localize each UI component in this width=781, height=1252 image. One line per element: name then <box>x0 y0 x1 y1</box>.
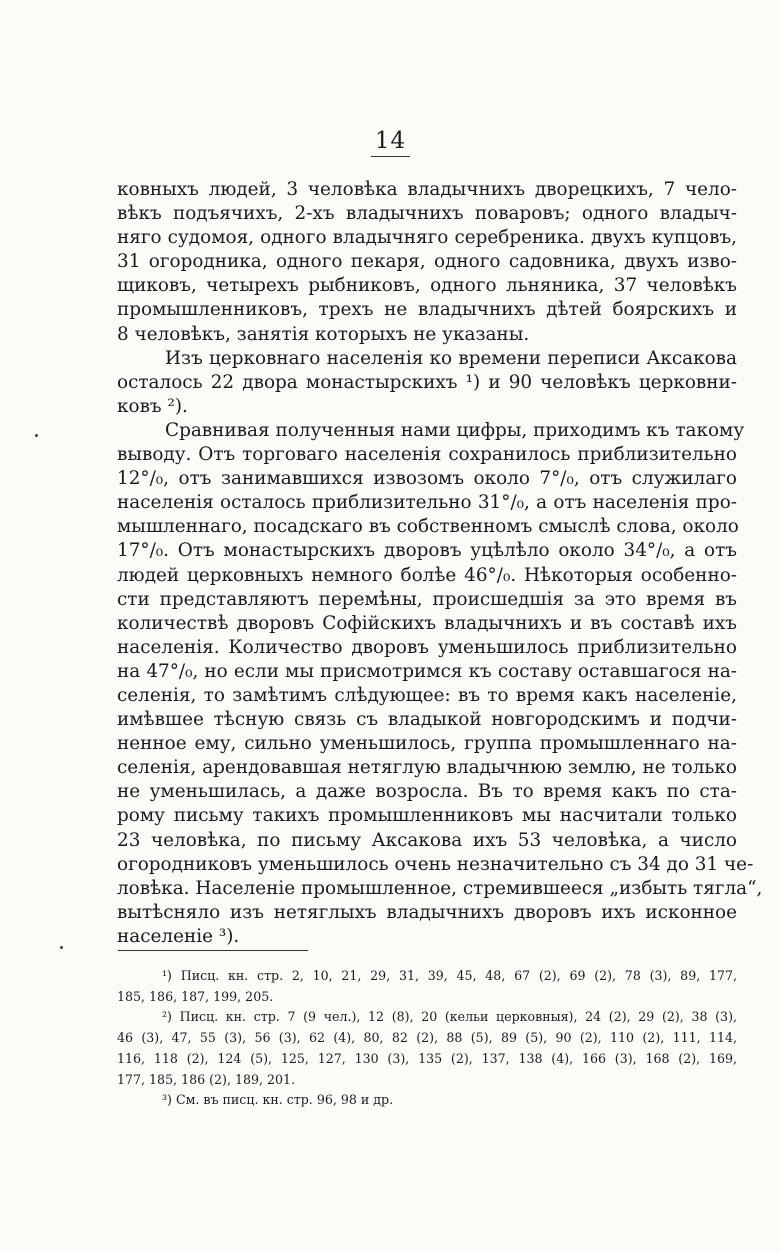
text-line: имѣвшее тѣсную связь съ владыкой новгородскимъ и подчи- <box>117 709 737 731</box>
paragraph-start-line: Изъ церковнаго населенія ко времени переписи Аксакова <box>165 347 737 369</box>
footnote-3: ³) См. въ писц. кн. стр. 96, 98 и др. <box>162 1092 394 1108</box>
text-line: выводу. Отъ торговаго населенія сохранилось приблизительно <box>117 444 737 466</box>
text-line: населеніе ³). <box>117 925 240 947</box>
page-number-text: 14 <box>371 128 410 157</box>
text-line: не уменьшилась, а даже возросла. Въ то время какъ по ста- <box>117 781 737 803</box>
text-line: осталось 22 двора монастырскихъ ¹) и 90 человѣкъ церковни- <box>117 371 737 393</box>
footnote-1: ¹) Писц. кн. стр. 2, 10, 21, 29, 31, 39, 45, 48, 67 (2), 69 (2), 78 (3), 89, 177, <box>162 968 737 983</box>
text-line: мышленнаго, посадскаго въ собственномъ смыслѣ слова, около <box>117 516 739 538</box>
paper-speck <box>60 946 63 949</box>
text-line: 17°/₀. Отъ монастырскихъ дворовъ уцѣлѣло около 34°/₀, а отъ <box>117 540 737 562</box>
footnote-1-continuation: 185, 186, 187, 199, 205. <box>117 988 274 1004</box>
text-line: 31 огородника, одного пекаря, одного садовника, двухъ изво- <box>117 251 737 273</box>
text-line: щиковъ, четырехъ рыбниковъ, одного льняника, 37 человѣкъ <box>117 275 737 297</box>
footnote-2-continuation: 177, 185, 186 (2), 189, 201. <box>117 1071 296 1087</box>
footnote-2-continuation: 46 (3), 47, 55 (3), 56 (3), 62 (4), 80, 82 (2), 88 (5), 89 (5), 90 (2), 110 (2), 111, 114, <box>117 1030 737 1046</box>
footnote-2: ²) Писц. кн. стр. 7 (9 чел.), 12 (8), 20 (кельи церковныя), 24 (2), 29 (2), 38 (3), <box>162 1009 737 1025</box>
text-line: 12°/₀, отъ занимавшихся извозомъ около 7°/₀, отъ служилаго <box>117 468 737 490</box>
text-line: ловѣка. Населеніе промышленное, стремившееся „избыть тягла“, <box>117 877 763 899</box>
footnote-divider <box>118 950 308 951</box>
text-line: вытѣсняло изъ нетяглыхъ владычнихъ дворовъ ихъ исконное <box>117 901 737 923</box>
text-line: 23 человѣка, по письму Аксакова ихъ 53 человѣка, а число <box>117 829 737 851</box>
text-line: няго судомоя, одного владычняго серебреника. двухъ купцовъ, <box>117 227 737 249</box>
page-number <box>0 128 781 154</box>
paper-speck <box>35 434 38 437</box>
text-line: ненное ему, сильно уменьшилось, группа промышленнаго на- <box>117 733 737 755</box>
text-line: людей церковныхъ немного болѣе 46°/₀. Нѣкоторыя особенно- <box>117 564 737 586</box>
body-text <box>117 178 763 949</box>
text-line: населенія осталось приблизительно 31°/₀, а отъ населенія про- <box>117 492 737 514</box>
text-line: селенія, то замѣтимъ слѣдующее: въ то время какъ населеніе, <box>117 684 737 706</box>
text-line: огородниковъ уменьшилось очень незначительно съ 34 до 31 че- <box>117 853 754 875</box>
text-line: промышленниковъ, трехъ не владычнихъ дѣтей боярскихъ и <box>117 299 737 321</box>
text-line: вѣкъ подъячихъ, 2-хъ владычнихъ поваровъ; одного владыч- <box>117 203 737 225</box>
text-line: на 47°/₀, но если мы присмотримся къ составу оставшагося на- <box>117 660 737 682</box>
text-line: ковныхъ людей, 3 человѣка владычнихъ дворецкихъ, 7 чело- <box>117 179 737 200</box>
text-line: количествѣ дворовъ Софійскихъ владычнихъ и въ составѣ ихъ <box>117 612 737 634</box>
text-line: населенія. Количество дворовъ уменьшилось приблизительно <box>117 636 737 658</box>
text-line: 8 человѣкъ, занятія которыхъ не указаны. <box>117 323 530 345</box>
paragraph-start-line: Сравнивая полученныя нами цифры, приходимъ къ такому <box>165 419 745 441</box>
text-line: сти представляютъ перемѣны, происшедшія за это время въ <box>117 588 737 610</box>
footnotes <box>117 966 737 1111</box>
text-line: ковъ ²). <box>117 395 188 417</box>
text-line: селенія, арендовавшая нетяглую владычнюю землю, не только <box>117 757 737 779</box>
text-line: рому письму такихъ промышленниковъ мы насчитали только <box>117 805 737 827</box>
footnote-2-continuation: 116, 118 (2), 124 (5), 125, 127, 130 (3), 135 (2), 137, 138 (4), 166 (3), 168 (2), 169, <box>117 1050 737 1066</box>
